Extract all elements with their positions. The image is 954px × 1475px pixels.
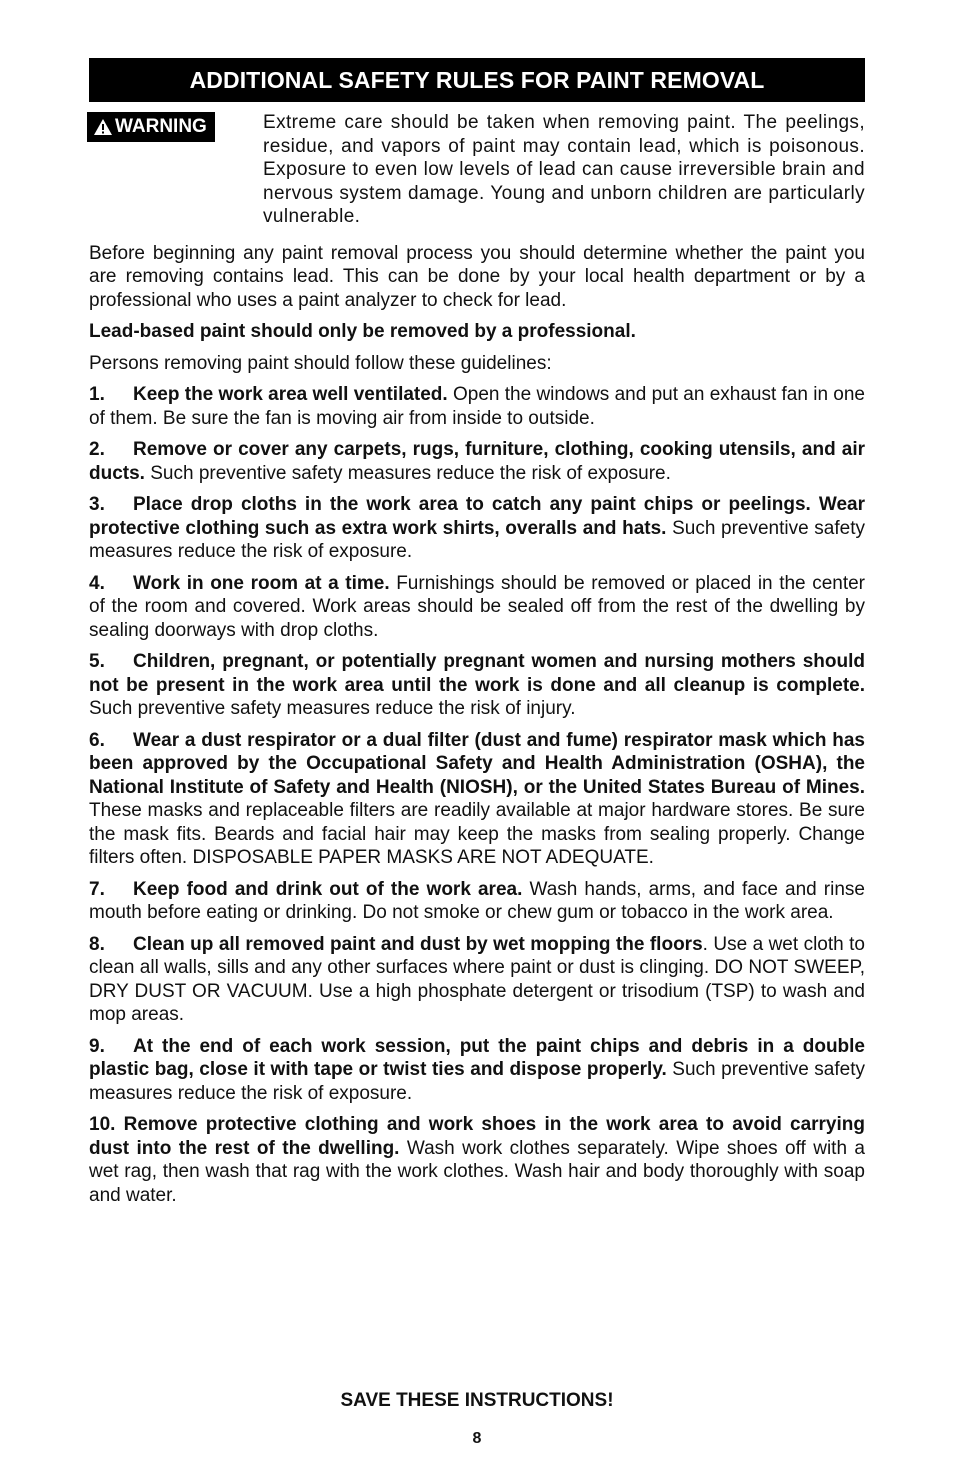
item-text: Such preventive safety measures reduce the risk of exposure. <box>144 462 671 484</box>
warning-text: Extreme care should be taken when removing paint. The peelings, residue, and vapors of paint may contain lead, which is poisonous. Exposure to even low levels of lead can cause irreversible brain and nervous system damage. Young and unborn children are particularly vulnerable. <box>263 112 865 227</box>
section-title-text: ADDITIONAL SAFETY RULES FOR PAINT REMOVAL <box>189 66 765 93</box>
section-title <box>89 58 865 102</box>
item-heading: Work in one room at a time. <box>133 572 390 594</box>
list-item <box>89 650 865 721</box>
item-heading: At the end of each work session, put the paint chips and debris in a double plastic bag, close it with tape or twist ties and dispose properly. <box>89 1035 865 1080</box>
list-item <box>89 493 865 564</box>
item-number: 5. <box>89 651 105 672</box>
item-heading: Place drop cloths in the work area to catch any paint chips or peelings. Wear protective clothing such as extra work shirts, overalls and hats. <box>89 494 865 539</box>
warning-label: WARNING <box>115 116 207 137</box>
list-item <box>89 438 865 485</box>
intro-paragraph: Before beginning any paint removal process you should determine whether the paint you are removing contains lead. This can be done by your local health department or by a professional who uses a paint analyzer to check for lead. <box>89 242 865 311</box>
lead-notice: Lead-based paint should only be removed by a professional. <box>89 321 636 342</box>
list-item <box>89 572 865 643</box>
item-heading: Remove or cover any carpets, rugs, furniture, clothing, cooking utensils, and air ducts. <box>89 439 865 484</box>
item-text: Furnishings should be removed or placed in the center of the room and covered. Work areas should be sealed off from the rest of the dwelling by sealing doorways with drop cloths. <box>89 572 865 641</box>
item-text: Wash hands, arms, and face and rinse mouth before eating or drinking. Do not smoke or chew gum or tobacco in the work area. <box>89 878 865 923</box>
item-number: 4. <box>89 572 105 594</box>
item-number: 6. <box>89 729 105 751</box>
item-heading: Keep food and drink out of the work area. <box>133 878 523 900</box>
guidelines-intro: Persons removing paint should follow these guidelines: <box>89 352 552 374</box>
item-heading: Wear a dust respirator or a dual filter (dust and fume) respirator mask which has been approved by the Occupational Safety and Health Administration (OSHA), the National Institute of Safety and Health (NIOSH), or the United States Bureau of Mines. <box>89 729 865 798</box>
page-content <box>89 58 865 1207</box>
item-text: Open the windows and put an exhaust fan in one of them. Be sure the fan is moving air from inside to outside. <box>89 384 865 429</box>
item-number: 10. <box>89 1114 116 1135</box>
item-heading: Remove protective clothing and work shoes in the work area to avoid carrying dust into the rest of the dwelling. <box>89 1114 865 1159</box>
page-number: 8 <box>472 1430 482 1447</box>
list-item <box>89 933 865 1027</box>
item-heading: Keep the work area well ventilated. <box>133 384 448 405</box>
item-number: 1. <box>89 384 105 405</box>
list-item <box>89 878 865 925</box>
save-instructions: SAVE THESE INSTRUCTIONS! <box>340 1390 614 1411</box>
item-number: 9. <box>89 1035 105 1057</box>
item-text: Wash work clothes separately. Wipe shoes off with a wet rag, then wash that rag with the work clothes. Wash hair and body thoroughly with soap and water. <box>89 1137 866 1206</box>
item-number: 2. <box>89 439 105 460</box>
item-heading: Children, pregnant, or potentially pregnant women and nursing mothers should not be present in the work area until the work is done and all cleanup is complete. <box>89 651 865 696</box>
item-number: 3. <box>89 494 105 515</box>
item-number: 8. <box>89 933 105 955</box>
warning-block <box>89 111 865 229</box>
list-item <box>89 1113 865 1207</box>
list-item <box>89 383 865 430</box>
item-text: . Use a wet cloth to clean all walls, sills and any other surfaces where paint or dust is clinging. DO NOT SWEEP, DRY DUST OR VACUUM. Use a high phosphate detergent or trisodium (TSP) to wash and mop areas. <box>89 933 865 1025</box>
warning-badge <box>87 112 215 142</box>
list-item <box>89 1035 865 1106</box>
item-text: Such preventive safety measures reduce the risk of injury. <box>89 698 576 719</box>
item-number: 7. <box>89 878 105 900</box>
item-text: Such preventive safety measures reduce the risk of exposure. <box>89 1059 866 1104</box>
item-text: These masks and replaceable filters are readily available at major hardware stores. Be sure the mask fits. Beards and facial hair may keep the masks from sealing properly. Change filters often. DISPOSABLE PAPER MASKS ARE NOT ADEQUATE. <box>89 800 865 868</box>
list-item <box>89 729 865 870</box>
warning-triangle-icon <box>93 118 113 136</box>
item-text: Such preventive safety measures reduce the risk of exposure. <box>89 517 865 562</box>
item-heading: Clean up all removed paint and dust by wet mopping the floors <box>133 933 703 955</box>
